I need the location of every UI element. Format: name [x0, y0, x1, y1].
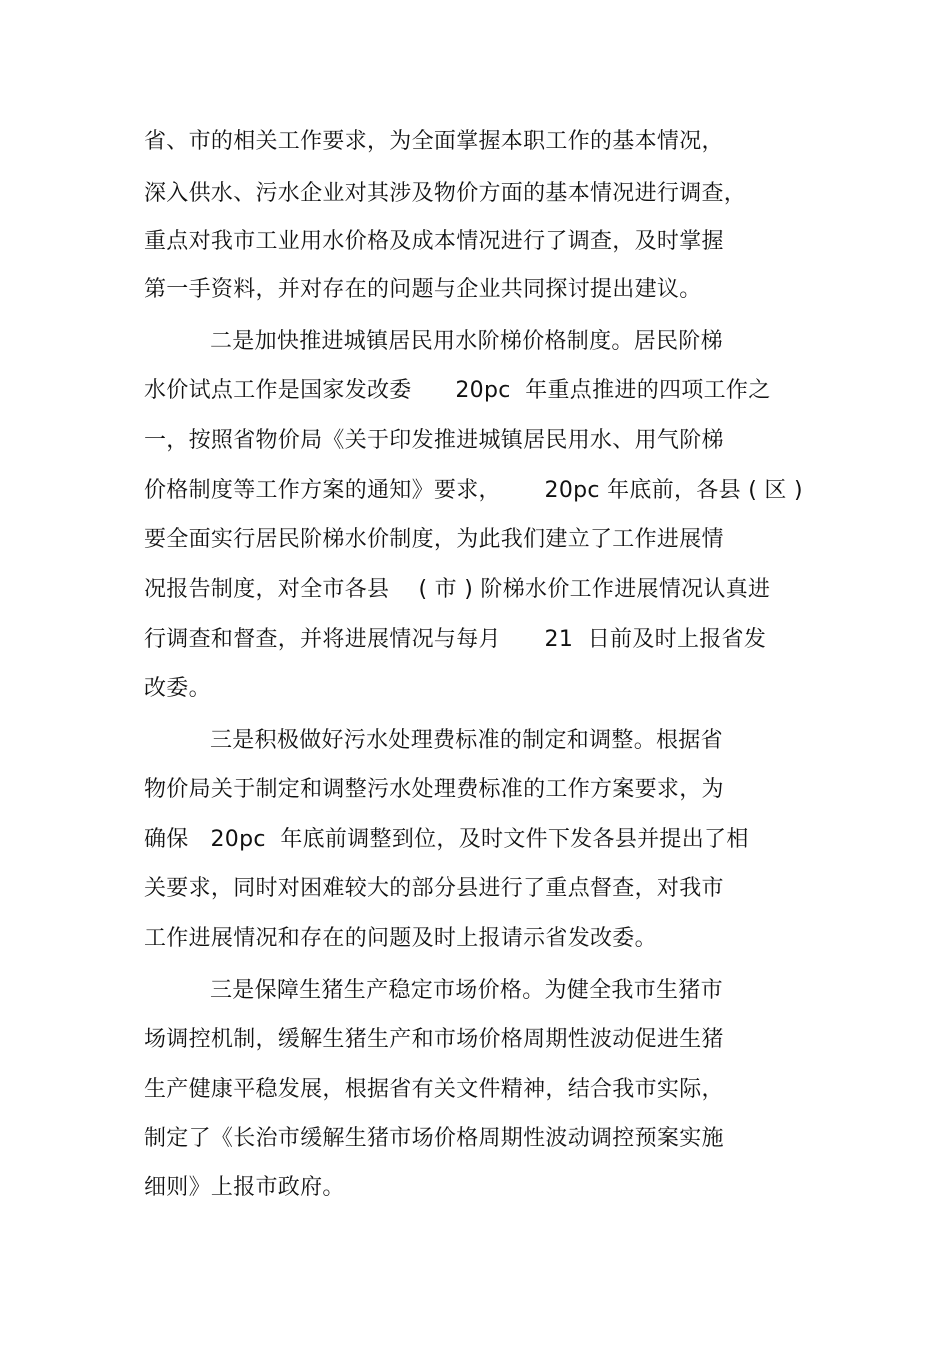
text-line: 深入供水、污水企业对其涉及物价方面的基本情况进行调查，	[144, 181, 747, 206]
text-line: 细则》上报市政府。	[144, 1175, 345, 1200]
text-line: 生产健康平稳发展，根据省有关文件精神，结合我市实际，	[144, 1077, 724, 1102]
text-line: 水价试点工作是国家发改委 20pc 年重点推进的四项工作之	[144, 378, 771, 403]
paragraph-first-line: 二是加快推进城镇居民用水阶梯价格制度。居民阶梯	[210, 329, 723, 354]
paragraph-first-line: 三是积极做好污水处理费标准的制定和调整。根据省	[210, 728, 723, 753]
paragraph-first-line: 三是保障生猪生产稳定市场价格。为健全我市生猪市	[210, 978, 723, 1003]
text-line: 制定了《长治市缓解生猪市场价格周期性波动调控预案实施	[144, 1126, 724, 1151]
text-line: 价格制度等工作方案的通知》要求， 20pc 年底前，各县 ( 区 )	[144, 478, 803, 503]
text-line: 场调控机制，缓解生猪生产和市场价格周期性波动促进生猪	[144, 1027, 724, 1052]
text-line: 况报告制度，对全市各县 ( 市 ) 阶梯水价工作进展情况认真进	[144, 577, 771, 602]
text-line: 重点对我市工业用水价格及成本情况进行了调查，及时掌握	[144, 229, 724, 254]
text-line: 关要求，同时对困难较大的部分县进行了重点督查，对我市	[144, 876, 724, 901]
text-line: 行调查和督查，并将进展情况与每月 21 日前及时上报省发	[144, 627, 767, 652]
text-line: 第一手资料，并对存在的问题与企业共同探讨提出建议。	[144, 277, 702, 302]
text-line: 省、市的相关工作要求，为全面掌握本职工作的基本情况，	[144, 129, 724, 154]
text-line: 工作进展情况和存在的问题及时上报请示省发改委。	[144, 926, 657, 951]
text-line: 物价局关于制定和调整污水处理费标准的工作方案要求，为	[144, 777, 724, 802]
text-line: 一，按照省物价局《关于印发推进城镇居民用水、用气阶梯	[144, 428, 724, 453]
text-line: 要全面实行居民阶梯水价制度，为此我们建立了工作进展情	[144, 527, 724, 552]
text-line: 确保 20pc 年底前调整到位，及时文件下发各县并提出了相	[144, 827, 749, 852]
text-line: 改委。	[144, 676, 211, 701]
